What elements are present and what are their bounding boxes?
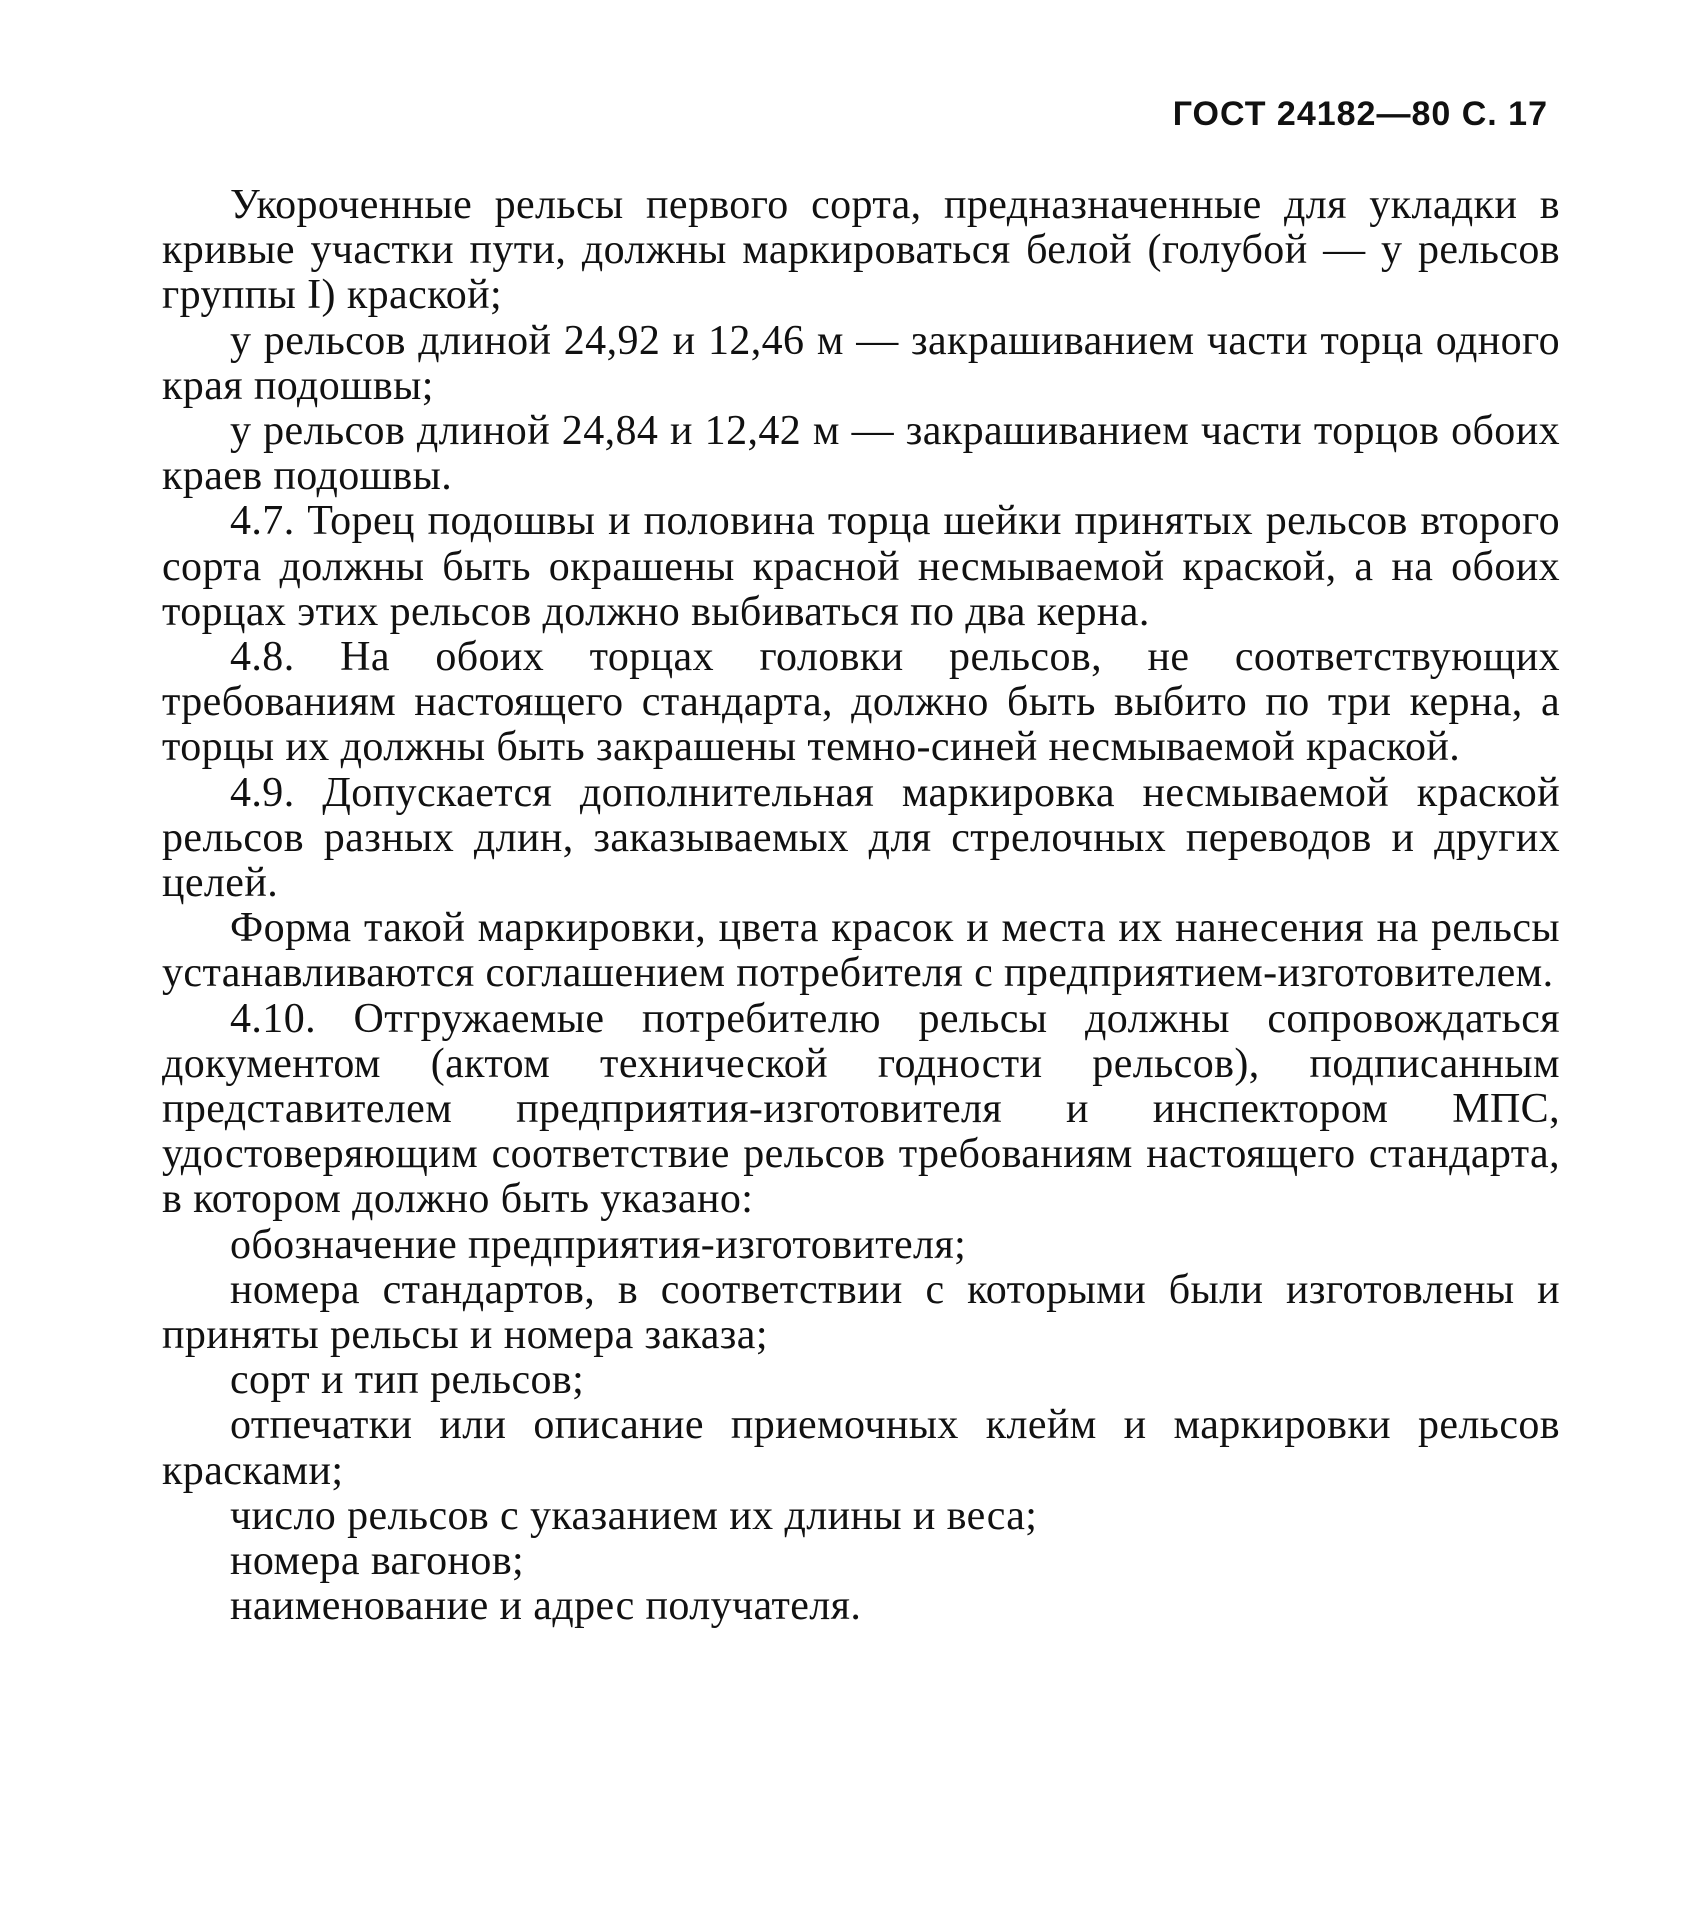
document-body: [162, 183, 1560, 1630]
list-item: номера вагонов;: [230, 1538, 525, 1585]
paragraph-4-9: 4.9. Допускается дополнительная маркировка несмываемой краской рельсов разных длин, заказываемых для стрелочных переводов и других целей.: [162, 769, 1560, 907]
paragraph: Укороченные рельсы первого сорта, предназначенные для укладки в кривые участки пути, должны маркироваться белой (голубой — у рельсов группы I) краской;: [162, 182, 1560, 319]
list-item: наименование и адрес получателя.: [230, 1583, 862, 1630]
paragraph: Форма такой маркировки, цвета красок и места их нанесения на рельсы устанавливаются соглашением потребителя с предприятием-изготовителем.: [162, 905, 1560, 997]
paragraph-4-7: 4.7. Торец подошвы и половина торца шейки принятых рельсов второго сорта должны быть окрашены красной несмываемой краской, а на обоих торцах этих рельсов должно выбиваться по два керна.: [162, 498, 1560, 635]
page-number: С. 17: [1461, 95, 1548, 133]
paragraph: у рельсов длиной 24,84 и 12,42 м — закрашиванием части торцов обоих краев подошвы.: [162, 408, 1560, 500]
paragraph: у рельсов длиной 24,92 и 12,46 м — закрашиванием части торца одного края подошвы;: [162, 317, 1560, 409]
list-item: число рельсов с указанием их длины и веса;: [230, 1492, 1038, 1539]
list-item: отпечатки или описание приемочных клейм и маркировки рельсов красками;: [162, 1402, 1560, 1494]
standard-number: ГОСТ 24182—80: [1172, 95, 1452, 133]
paragraph-4-10: 4.10. Отгружаемые потребителю рельсы должны сопровождаться документом (актом технической годности рельсов), подписанным представителем предприятия-изготовителя и инспектором МПС, удостоверяющим соответствие рельсов требованиям настоящего стандарта, в котором должно быть указано:: [162, 995, 1560, 1223]
list-item: обозначение предприятия-изготовителя;: [230, 1221, 967, 1268]
list-item: номера стандартов, в соответствии с которыми были изготовлены и приняты рельсы и номера заказа;: [162, 1266, 1560, 1359]
paragraph-4-8: 4.8. На обоих торцах головки рельсов, не соответствующих требованиям настоящего стандарта, должно быть выбито по три керна, а торцы их должны быть закрашены темно-синей несмываемой краской.: [162, 634, 1560, 771]
page-header: [1173, 95, 1548, 134]
list-item: сорт и тип рельсов;: [230, 1357, 585, 1404]
